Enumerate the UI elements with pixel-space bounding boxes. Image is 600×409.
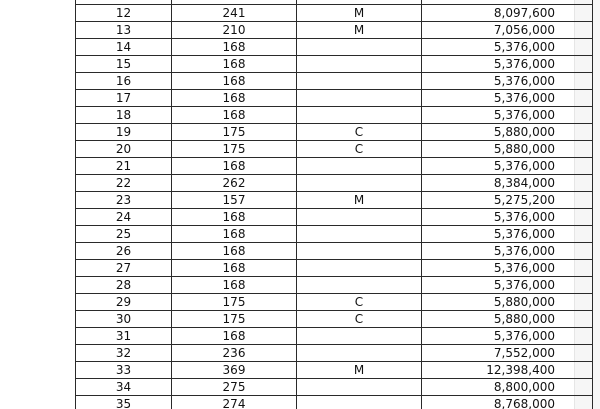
table-row — [76, 379, 593, 396]
table-row — [76, 90, 593, 107]
row-number-cell: 12 — [76, 5, 172, 22]
amount-cell: 5,376,000 — [422, 107, 593, 124]
hours-cell: 168 — [172, 260, 297, 277]
amount-cell: 8,384,000 — [422, 175, 593, 192]
code-cell: C — [297, 141, 422, 158]
table-row — [76, 39, 593, 56]
row-number-cell: 18 — [76, 107, 172, 124]
table-body — [76, 0, 593, 409]
row-number-cell: 35 — [76, 396, 172, 409]
code-cell — [297, 345, 422, 362]
row-number-cell: 21 — [76, 158, 172, 175]
amount-cell: 7,056,000 — [422, 22, 593, 39]
hours-cell: 168 — [172, 90, 297, 107]
code-cell: C — [297, 294, 422, 311]
code-cell — [297, 396, 422, 409]
row-number-cell: 28 — [76, 277, 172, 294]
code-cell — [297, 226, 422, 243]
amount-cell: 5,376,000 — [422, 73, 593, 90]
hours-cell: 168 — [172, 73, 297, 90]
table-row — [76, 311, 593, 328]
hours-cell: 168 — [172, 243, 297, 260]
hours-cell: 168 — [172, 39, 297, 56]
amount-cell: 5,376,000 — [422, 158, 593, 175]
row-number-cell: 16 — [76, 73, 172, 90]
table-row — [76, 73, 593, 90]
table-row — [76, 158, 593, 175]
row-number-cell: 27 — [76, 260, 172, 277]
table-row — [76, 192, 593, 209]
table-row — [76, 243, 593, 260]
data-table — [75, 0, 593, 409]
hours-cell: 168 — [172, 158, 297, 175]
table-row — [76, 209, 593, 226]
code-cell — [297, 73, 422, 90]
amount-cell: 5,880,000 — [422, 124, 593, 141]
table-row — [76, 124, 593, 141]
table-row — [76, 362, 593, 379]
data-table-container — [75, 0, 555, 409]
code-cell: M — [297, 5, 422, 22]
table-row — [76, 141, 593, 158]
code-cell — [297, 209, 422, 226]
amount-cell: 5,376,000 — [422, 260, 593, 277]
amount-cell: 5,376,000 — [422, 226, 593, 243]
row-number-cell: 15 — [76, 56, 172, 73]
hours-cell: 168 — [172, 209, 297, 226]
row-number-cell: 26 — [76, 243, 172, 260]
code-cell — [297, 107, 422, 124]
code-cell — [297, 158, 422, 175]
row-number-cell: 25 — [76, 226, 172, 243]
amount-cell: 5,880,000 — [422, 141, 593, 158]
hours-cell: 175 — [172, 294, 297, 311]
code-cell: C — [297, 311, 422, 328]
row-number-cell: 22 — [76, 175, 172, 192]
row-number-cell: 33 — [76, 362, 172, 379]
amount-cell: 5,376,000 — [422, 243, 593, 260]
hours-cell: 275 — [172, 379, 297, 396]
row-number-cell: 19 — [76, 124, 172, 141]
amount-cell: 5,376,000 — [422, 90, 593, 107]
table-row — [76, 294, 593, 311]
table-row — [76, 396, 593, 409]
row-number-cell: 34 — [76, 379, 172, 396]
row-number-cell: 23 — [76, 192, 172, 209]
code-cell — [297, 379, 422, 396]
hours-cell: 168 — [172, 56, 297, 73]
hours-cell: 168 — [172, 328, 297, 345]
amount-cell: 8,768,000 — [422, 396, 593, 409]
amount-cell: 12,398,400 — [422, 362, 593, 379]
hours-cell: 168 — [172, 226, 297, 243]
table-row — [76, 260, 593, 277]
row-number-cell: 31 — [76, 328, 172, 345]
amount-cell: 5,376,000 — [422, 56, 593, 73]
hours-cell: 241 — [172, 5, 297, 22]
row-number-cell: 17 — [76, 90, 172, 107]
table-row — [76, 277, 593, 294]
amount-cell: 5,376,000 — [422, 209, 593, 226]
amount-cell: 5,376,000 — [422, 277, 593, 294]
amount-cell: 8,097,600 — [422, 5, 593, 22]
amount-cell: 7,552,000 — [422, 345, 593, 362]
code-cell — [297, 90, 422, 107]
hours-cell: 210 — [172, 22, 297, 39]
hours-cell: 236 — [172, 345, 297, 362]
hours-cell: 157 — [172, 192, 297, 209]
amount-cell: 8,800,000 — [422, 379, 593, 396]
hours-cell: 369 — [172, 362, 297, 379]
table-row — [76, 175, 593, 192]
row-number-cell: 14 — [76, 39, 172, 56]
row-number-cell: 32 — [76, 345, 172, 362]
amount-cell: 5,275,200 — [422, 192, 593, 209]
code-cell — [297, 56, 422, 73]
table-row — [76, 107, 593, 124]
code-cell — [297, 243, 422, 260]
table-row — [76, 56, 593, 73]
hours-cell: 168 — [172, 277, 297, 294]
code-cell: C — [297, 124, 422, 141]
code-cell: M — [297, 192, 422, 209]
table-row — [76, 345, 593, 362]
hours-cell: 175 — [172, 124, 297, 141]
code-cell — [297, 175, 422, 192]
row-number-cell: 30 — [76, 311, 172, 328]
code-cell — [297, 39, 422, 56]
amount-cell: 5,880,000 — [422, 311, 593, 328]
row-number-cell: 24 — [76, 209, 172, 226]
hours-cell: 274 — [172, 396, 297, 409]
table-row — [76, 22, 593, 39]
table-row — [76, 226, 593, 243]
row-number-cell: 29 — [76, 294, 172, 311]
code-cell — [297, 328, 422, 345]
amount-cell: 5,880,000 — [422, 294, 593, 311]
row-number-cell: 13 — [76, 22, 172, 39]
code-cell — [297, 277, 422, 294]
table-row — [76, 5, 593, 22]
hours-cell: 168 — [172, 107, 297, 124]
row-number-cell: 20 — [76, 141, 172, 158]
hours-cell: 175 — [172, 311, 297, 328]
code-cell — [297, 260, 422, 277]
hours-cell: 262 — [172, 175, 297, 192]
table-row — [76, 328, 593, 345]
code-cell: M — [297, 22, 422, 39]
amount-cell: 5,376,000 — [422, 39, 593, 56]
code-cell: M — [297, 362, 422, 379]
amount-cell: 5,376,000 — [422, 328, 593, 345]
hours-cell: 175 — [172, 141, 297, 158]
